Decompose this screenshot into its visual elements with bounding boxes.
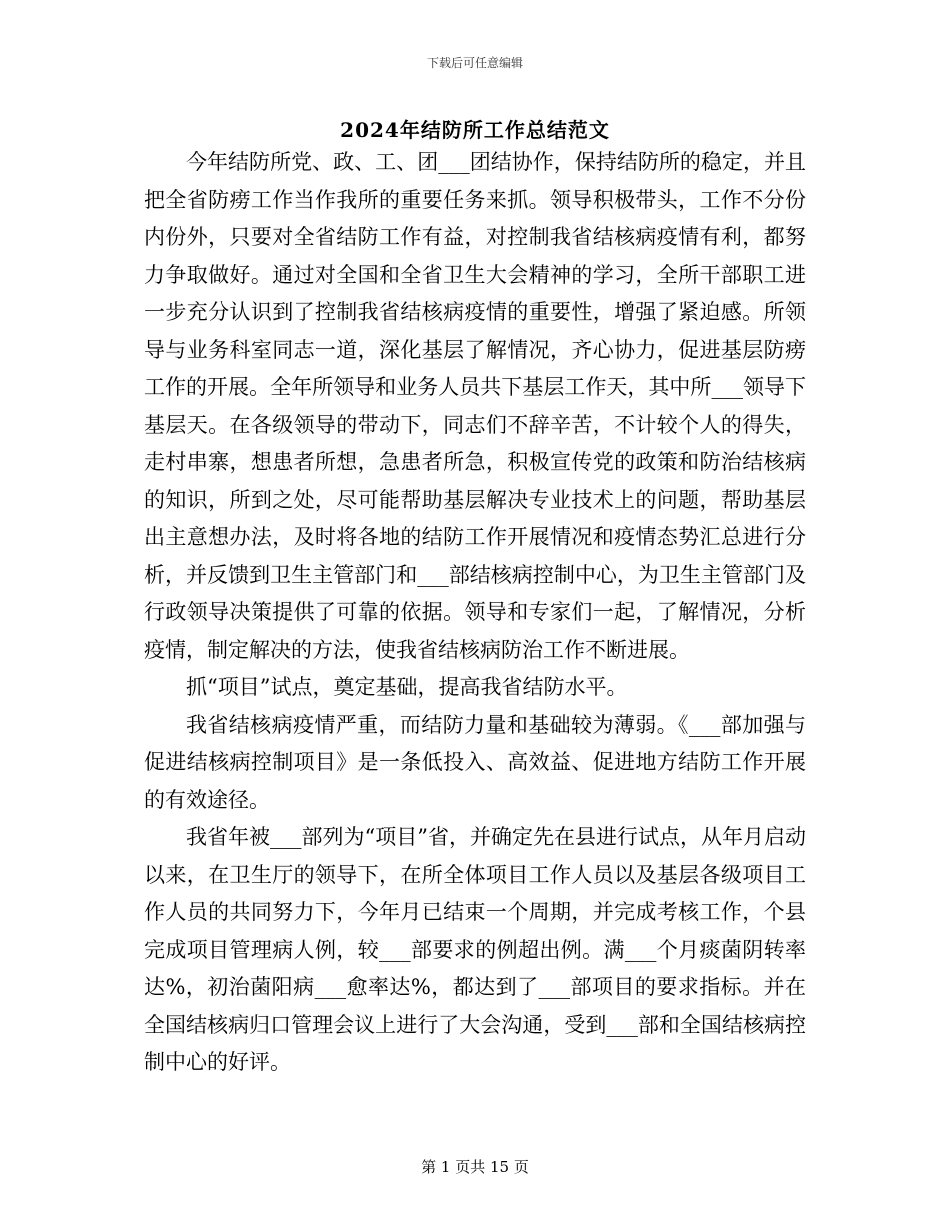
document-title: 2024年结防所工作总结范文 [340, 118, 610, 142]
header-note: 下载后可任意编辑 [426, 56, 523, 70]
paragraph: 抓“项目”试点，奠定基础，提高我省结防水平。 [186, 675, 628, 699]
paragraph: 我省结核病疫情严重，而结防力量和基础较为薄弱。《___部加强与促进结核病控制项目》是一条低投入、高效益、促进地方结防工作开展的有效途径。 [144, 712, 806, 812]
page-footer: 第 1 页共 15 页 [421, 1158, 529, 1176]
paragraph: 今年结防所党、政、工、团___团结协作，保持结防所的稳定，并且把全省防痨工作当作我所的重要任务来抓。领导积极带头，工作不分份内份外，只要对全省结防工作有益，对控制我省结核病疫情有利，都努力争取做好。通过对全国和全省卫生大会精神的学习，全所干部职工进一步充分认识到了控制我省结核病疫情的重要性，增强了紧迫感。所领导与业务科室同志一道，深化基层了解情况，齐心协力，促进基层防痨工作的开展。全年所领导和业务人员共下基层工作天，其中所___领导下基层天。在各级领导的带动下，同志们不辞辛苦，不计较个人的得失，走村串寨，想患者所想，急患者所急，积极宣传党的政策和防治结核病的知识，所到之处，尽可能帮助基层解决专业技术上的问题，帮助基层出主意想办法，及时将各地的结防工作开展情况和疫情态势汇总进行分析，并反馈到卫生主管部门和___部结核病控制中心，为卫生主管部门及行政领导决策提供了可靠的依据。领导和专家们一起，了解情况，分析疫情，制定解决的方法，使我省结核病防治工作不断进展。 [144, 150, 806, 662]
paragraph: 我省年被___部列为“项目”省，并确定先在县进行试点，从年月启动以来，在卫生厅的领导下，在所全体项目工作人员以及基层各级项目工作人员的共同努力下，今年月已结束一个周期，并完成考核工作，个县完成项目管理病人例，较___部要求的例超出例。满___个月痰菌阴转率达%，初治菌阳病___愈率达%，都达到了___部项目的要求指标。并在全国结核病归口管理会议上进行了大会沟通，受到___部和全国结核病控制中心的好评。 [144, 825, 806, 1074]
document-body [144, 144, 806, 1082]
